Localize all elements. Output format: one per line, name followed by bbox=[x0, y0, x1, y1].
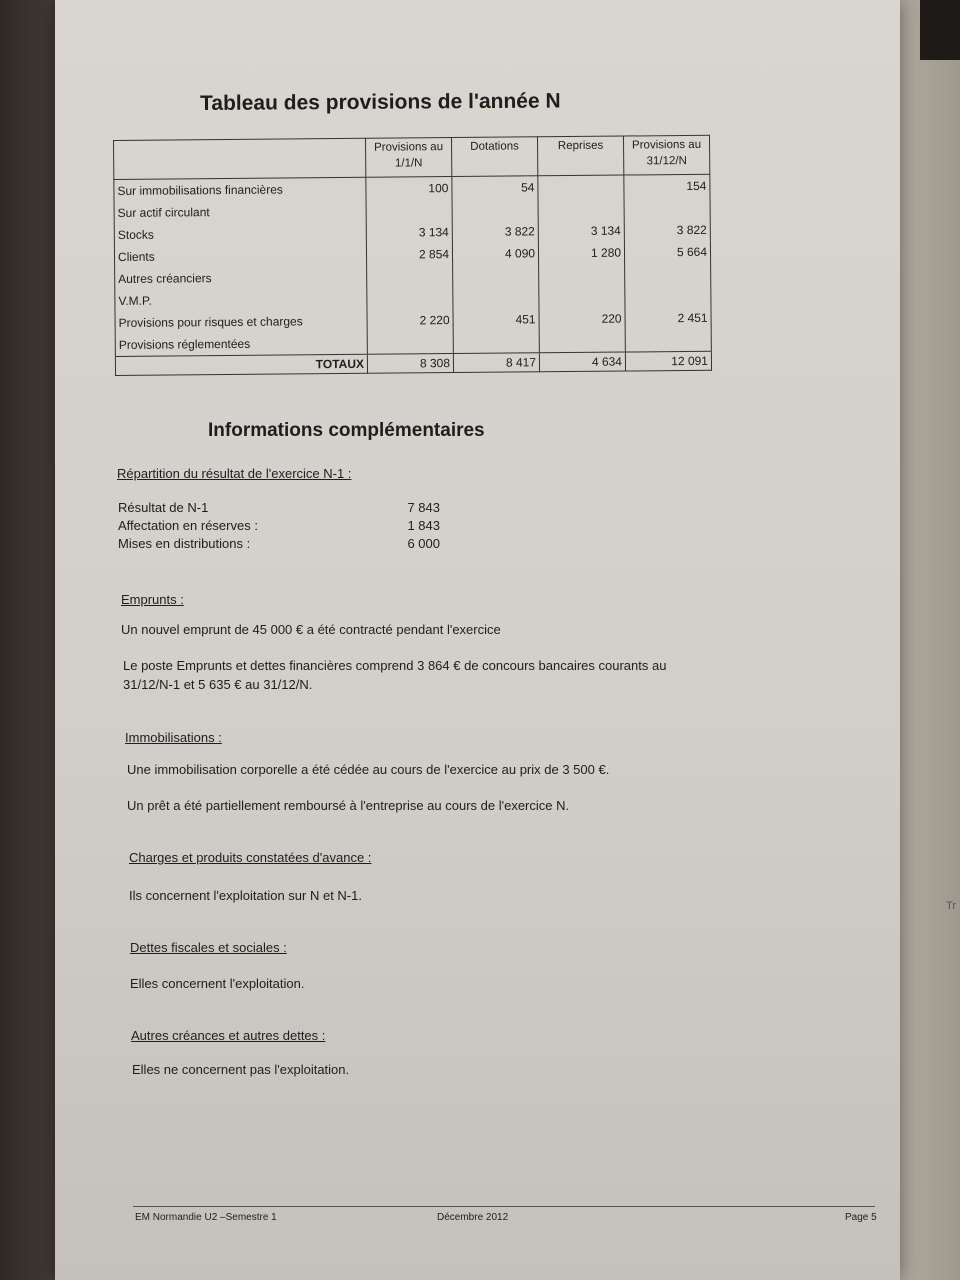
total-dotations: 8 417 bbox=[453, 353, 539, 373]
cell-close: 2 451 bbox=[625, 307, 711, 330]
emprunts-paragraph-2-line-2: 31/12/N-1 et 5 635 € au 31/12/N. bbox=[123, 677, 313, 692]
dettes-paragraph: Elles concernent l'exploitation. bbox=[130, 976, 305, 991]
heading-repartition: Répartition du résultat de l'exercice N-1 : bbox=[117, 466, 352, 481]
cell-reprises bbox=[538, 198, 624, 221]
row-label: Sur immobilisations financières bbox=[114, 177, 366, 202]
cell-open: 2 220 bbox=[367, 309, 453, 332]
cell-reprises: 220 bbox=[539, 308, 625, 331]
row-label: Provisions pour risques et charges bbox=[115, 310, 367, 334]
cell-reprises bbox=[539, 286, 625, 309]
cell-close bbox=[625, 263, 711, 286]
cell-reprises bbox=[539, 264, 625, 287]
cell-dotations bbox=[453, 264, 539, 287]
cell-dotations bbox=[453, 330, 539, 353]
cell-dotations: 54 bbox=[452, 176, 538, 199]
page-title: Tableau des provisions de l'année N bbox=[200, 89, 561, 115]
row-label: Stocks bbox=[114, 222, 366, 246]
cell-open bbox=[366, 199, 452, 222]
repartition-label: Mises en distributions : bbox=[118, 536, 251, 551]
background-corner bbox=[920, 0, 960, 60]
row-label: Provisions réglementées bbox=[115, 332, 367, 357]
list-item bbox=[118, 535, 440, 553]
row-label: V.M.P. bbox=[115, 288, 367, 312]
cell-reprises bbox=[538, 175, 624, 198]
footer-divider bbox=[133, 1206, 875, 1207]
cell-open bbox=[367, 287, 453, 310]
cell-close: 154 bbox=[624, 174, 710, 197]
heading-autres-creances: Autres créances et autres dettes : bbox=[131, 1028, 326, 1043]
footer-date: Décembre 2012 bbox=[437, 1212, 509, 1223]
header-cell-close: Provisions au 31/12/N bbox=[623, 135, 709, 175]
cell-reprises: 1 280 bbox=[538, 242, 624, 265]
cell-dotations bbox=[452, 198, 538, 221]
emprunts-paragraph-2-line-1: Le poste Emprunts et dettes financières comprend 3 864 € de concours bancaires courants au bbox=[123, 658, 667, 673]
cell-reprises bbox=[539, 330, 625, 353]
cell-dotations bbox=[453, 286, 539, 309]
heading-emprunts: Emprunts : bbox=[121, 592, 184, 607]
total-open: 8 308 bbox=[367, 354, 453, 374]
total-close: 12 091 bbox=[625, 351, 711, 371]
cell-close: 3 822 bbox=[624, 219, 710, 242]
repartition-label: Affectation en réserves : bbox=[118, 518, 258, 533]
autres-paragraph: Elles ne concernent pas l'exploitation. bbox=[132, 1062, 350, 1077]
repartition-value: 7 843 bbox=[407, 500, 440, 515]
document-page bbox=[55, 0, 900, 1280]
cell-close bbox=[625, 285, 711, 308]
heading-dettes-fiscales: Dettes fiscales et sociales : bbox=[130, 940, 287, 955]
totals-row bbox=[115, 351, 711, 375]
list-item bbox=[118, 499, 440, 517]
cell-open: 100 bbox=[366, 177, 452, 200]
cell-dotations: 3 822 bbox=[452, 220, 538, 243]
repartition-value: 6 000 bbox=[407, 536, 440, 551]
section-title-informations: Informations complémentaires bbox=[208, 420, 485, 441]
cell-reprises: 3 134 bbox=[538, 220, 624, 243]
repartition-list bbox=[118, 499, 440, 553]
total-reprises: 4 634 bbox=[539, 352, 625, 372]
emprunts-paragraph-1: Un nouvel emprunt de 45 000 € a été contracté pendant l'exercice bbox=[121, 622, 501, 637]
repartition-value: 1 843 bbox=[407, 518, 440, 533]
header-cell-dotations: Dotations bbox=[451, 137, 537, 177]
charges-paragraph: Ils concernent l'exploitation sur N et N-1. bbox=[129, 888, 362, 903]
cell-close: 5 664 bbox=[624, 241, 710, 264]
footer-page-number: Page 5 bbox=[845, 1212, 877, 1223]
footer-left: EM Normandie U2 –Semestre 1 bbox=[135, 1212, 277, 1223]
cell-close bbox=[625, 329, 711, 352]
side-sheet-text: Tr bbox=[946, 900, 956, 912]
provisions-table bbox=[113, 135, 712, 376]
row-label: Clients bbox=[114, 244, 366, 268]
cell-dotations: 4 090 bbox=[452, 242, 538, 265]
cell-open bbox=[367, 265, 453, 288]
provisions-table-wrap bbox=[113, 135, 712, 376]
immobilisations-paragraph-1: Une immobilisation corporelle a été cédée au cours de l'exercice au prix de 3 500 €. bbox=[127, 762, 610, 777]
header-cell-reprises: Reprises bbox=[537, 136, 623, 176]
repartition-label: Résultat de N-1 bbox=[118, 500, 209, 515]
list-item bbox=[118, 517, 440, 535]
totals-label: TOTAUX bbox=[115, 354, 367, 375]
cell-open: 2 854 bbox=[366, 243, 452, 266]
cell-open: 3 134 bbox=[366, 221, 452, 244]
cell-open bbox=[367, 331, 453, 354]
heading-charges-produits: Charges et produits constatées d'avance : bbox=[129, 850, 372, 865]
row-label: Sur actif circulant bbox=[114, 200, 366, 224]
row-label: Autres créanciers bbox=[115, 266, 367, 290]
heading-immobilisations: Immobilisations : bbox=[125, 730, 222, 745]
cell-close bbox=[624, 197, 710, 220]
table-header bbox=[114, 135, 710, 179]
header-cell-open: Provisions au 1/1/N bbox=[365, 138, 451, 178]
header-cell-label bbox=[114, 138, 366, 179]
cell-dotations: 451 bbox=[453, 308, 539, 331]
immobilisations-paragraph-2: Un prêt a été partiellement remboursé à l'entreprise au cours de l'exercice N. bbox=[127, 798, 570, 813]
